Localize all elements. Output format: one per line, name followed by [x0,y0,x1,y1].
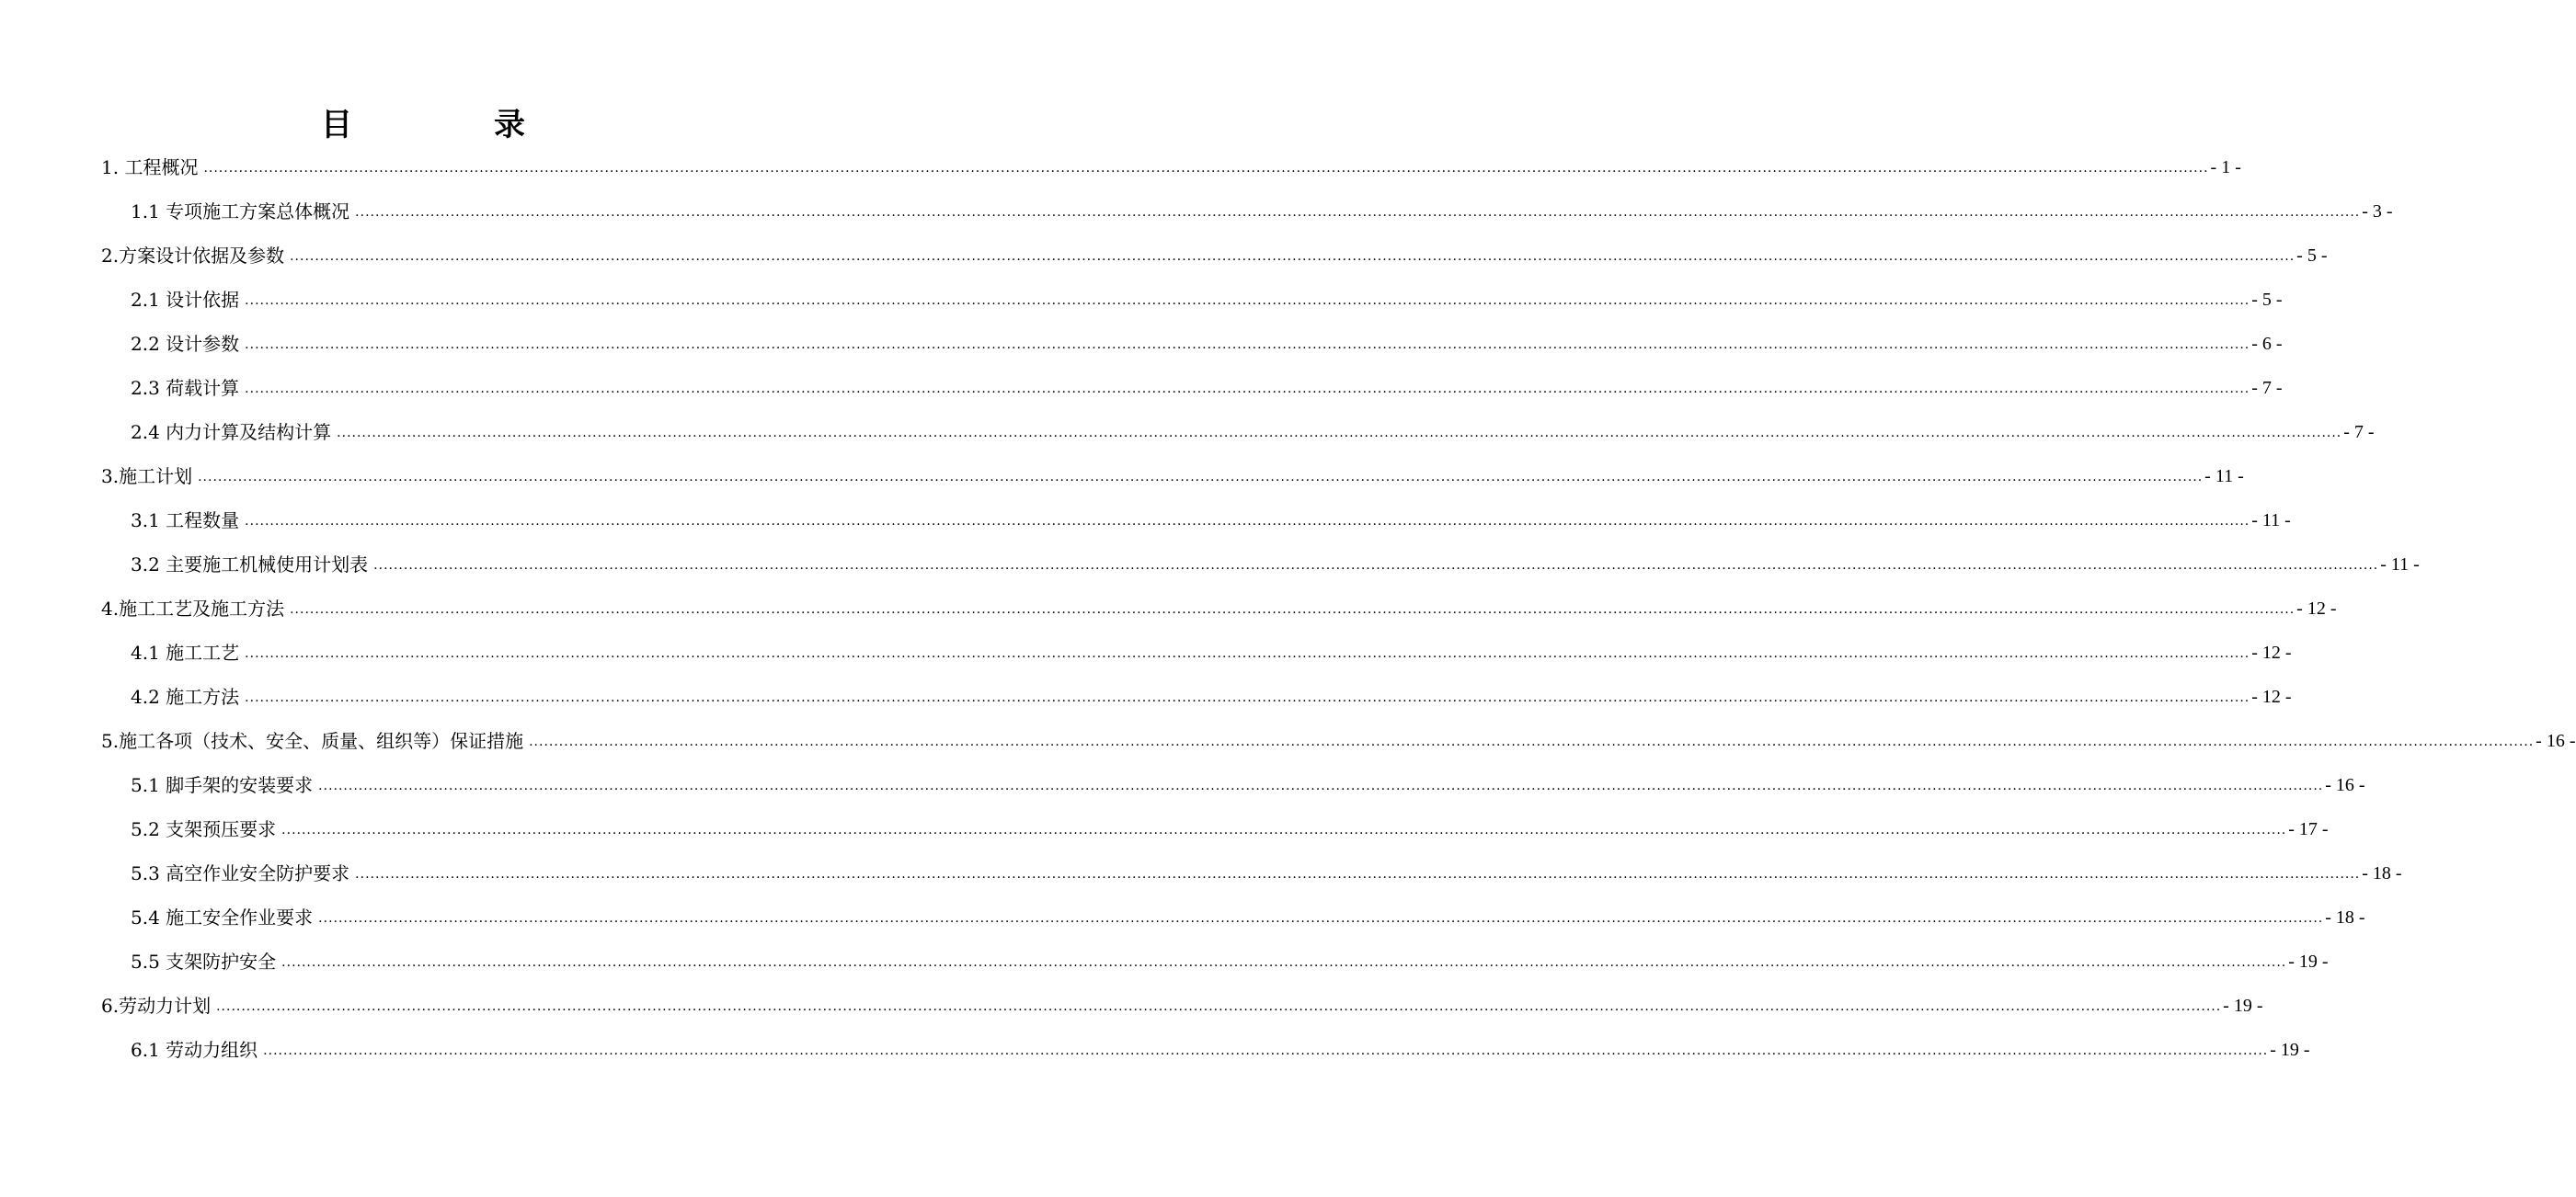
toc-entry-page: - 17 - [2288,819,2329,839]
toc-entry-label: 2.3 荷载计算 [131,377,240,399]
toc-leader-dots: ................................................................................................................................................................................................................................................................................................................................................................................................................ [281,955,2287,970]
toc-leader-dots: ................................................................................................................................................................................................................................................................................................................................................................................................................ [355,205,2361,220]
toc-leader-dots: ................................................................................................................................................................................................................................................................................................................................................................................................................ [198,470,2204,484]
toc-entry[interactable] [131,813,2329,842]
toc-entry[interactable] [131,945,2329,975]
toc-entry-page: - 12 - [2251,643,2292,663]
toc-entry-label: 3.2 主要施工机械使用计划表 [131,553,369,576]
toc-entry-label: 4.施工工艺及施工方法 [101,598,285,620]
toc-entry[interactable] [101,724,2576,754]
toc-leader-dots: ................................................................................................................................................................................................................................................................................................................................................................................................................ [245,293,2250,308]
toc-leader-dots: ................................................................................................................................................................................................................................................................................................................................................................................................................ [318,911,2324,926]
toc-entry-page: - 5 - [2251,290,2283,310]
toc-entry[interactable] [131,416,2375,445]
toc-leader-dots: ................................................................................................................................................................................................................................................................................................................................................................................................................ [290,249,2296,264]
toc-entry[interactable] [131,1033,2310,1063]
toc-leader-dots: ................................................................................................................................................................................................................................................................................................................................................................................................................ [355,867,2361,882]
toc-entry-page: - 19 - [2270,1040,2310,1060]
toc-entry[interactable] [101,592,2337,621]
toc-entry-page: - 18 - [2362,863,2402,884]
toc-entry-page: - 5 - [2296,245,2328,266]
toc-leader-dots: ................................................................................................................................................................................................................................................................................................................................................................................................................ [281,823,2287,838]
toc-entry-label: 2.2 设计参数 [131,333,240,355]
toc-entry-label: 5.4 施工安全作业要求 [131,906,314,929]
toc-entry-label: 5.5 支架防护安全 [131,951,277,973]
toc-leader-dots: ................................................................................................................................................................................................................................................................................................................................................................................................................ [245,646,2250,661]
toc-leader-dots: ................................................................................................................................................................................................................................................................................................................................................................................................................ [290,602,2296,617]
toc-entry[interactable] [131,195,2393,224]
toc-title: 目 录 [321,107,580,143]
toc-entry-page: - 7 - [2251,378,2283,398]
toc-entry-page: - 18 - [2325,907,2365,928]
toc-entry-page: - 12 - [2296,598,2337,619]
toc-entry[interactable] [131,901,2365,930]
toc-entry-page: - 16 - [2536,731,2576,751]
toc-leader-dots: ................................................................................................................................................................................................................................................................................................................................................................................................................ [263,1043,2269,1058]
toc-entry[interactable] [131,857,2402,886]
toc-leader-dots: ................................................................................................................................................................................................................................................................................................................................................................................................................ [245,690,2250,705]
toc-entry-page: - 12 - [2251,687,2292,707]
toc-entry-page: - 19 - [2288,952,2329,972]
toc-entry-label: 3.施工计划 [101,465,193,487]
toc-entry-page: - 16 - [2325,775,2365,795]
toc-entry-label: 5.施工各项（技术、安全、质量、组织等）保证措施 [101,730,524,752]
toc-entry-page: - 6 - [2251,334,2283,354]
toc-entry-label: 1. 工程概况 [101,156,199,178]
toc-entry-label: 3.1 工程数量 [131,509,240,531]
toc-leader-dots: ................................................................................................................................................................................................................................................................................................................................................................................................................ [245,337,2250,352]
toc-leader-dots: ................................................................................................................................................................................................................................................................................................................................................................................................................ [529,735,2535,749]
toc-entry[interactable] [101,460,2244,489]
toc-leader-dots: ................................................................................................................................................................................................................................................................................................................................................................................................................ [318,779,2324,793]
toc-entry-label: 2.1 设计依据 [131,289,240,311]
toc-entry-label: 2.4 内力计算及结构计算 [131,421,332,443]
toc-entry-page: - 3 - [2362,201,2393,222]
toc-entry[interactable] [101,151,2241,180]
toc-leader-dots: ................................................................................................................................................................................................................................................................................................................................................................................................................ [245,382,2250,396]
toc-entry-label: 5.1 脚手架的安装要求 [131,774,314,796]
toc-entry[interactable] [131,636,2292,666]
toc-entry-page: - 11 - [2204,466,2244,486]
toc-entry[interactable] [131,327,2283,357]
toc-entry-label: 5.2 支架预压要求 [131,818,277,840]
toc-leader-dots: ................................................................................................................................................................................................................................................................................................................................................................................................................ [337,426,2342,440]
toc-entry-page: - 1 - [2210,157,2241,177]
toc-leader-dots: ................................................................................................................................................................................................................................................................................................................................................................................................................ [216,999,2222,1014]
toc-entry-page: - 11 - [2251,510,2291,530]
toc-entry-label: 5.3 高空作业安全防护要求 [131,862,350,884]
toc-entry-page: - 7 - [2343,422,2375,442]
toc-entry-label: 1.1 专项施工方案总体概况 [131,200,350,222]
toc-entry[interactable] [131,504,2291,533]
toc-entry-label: 6.劳动力计划 [101,995,212,1017]
toc-entry-page: - 19 - [2223,996,2263,1016]
toc-leader-dots: ................................................................................................................................................................................................................................................................................................................................................................................................................ [373,558,2379,573]
toc-entry[interactable] [131,769,2365,798]
toc-entry[interactable] [131,371,2283,401]
toc-entry-label: 2.方案设计依据及参数 [101,245,285,267]
toc-entry[interactable] [101,239,2328,268]
toc-entry-page: - 11 - [2380,554,2420,575]
toc-entry[interactable] [131,680,2292,710]
toc-entry[interactable] [131,283,2283,313]
toc-leader-dots: ................................................................................................................................................................................................................................................................................................................................................................................................................ [203,161,2209,176]
toc-leader-dots: ................................................................................................................................................................................................................................................................................................................................................................................................................ [245,514,2250,529]
toc-entry[interactable] [101,989,2263,1019]
toc-entry-label: 6.1 劳动力组织 [131,1039,258,1061]
toc-entry-label: 4.1 施工工艺 [131,642,240,664]
toc-entry-label: 4.2 施工方法 [131,686,240,708]
toc-entry[interactable] [131,548,2420,577]
